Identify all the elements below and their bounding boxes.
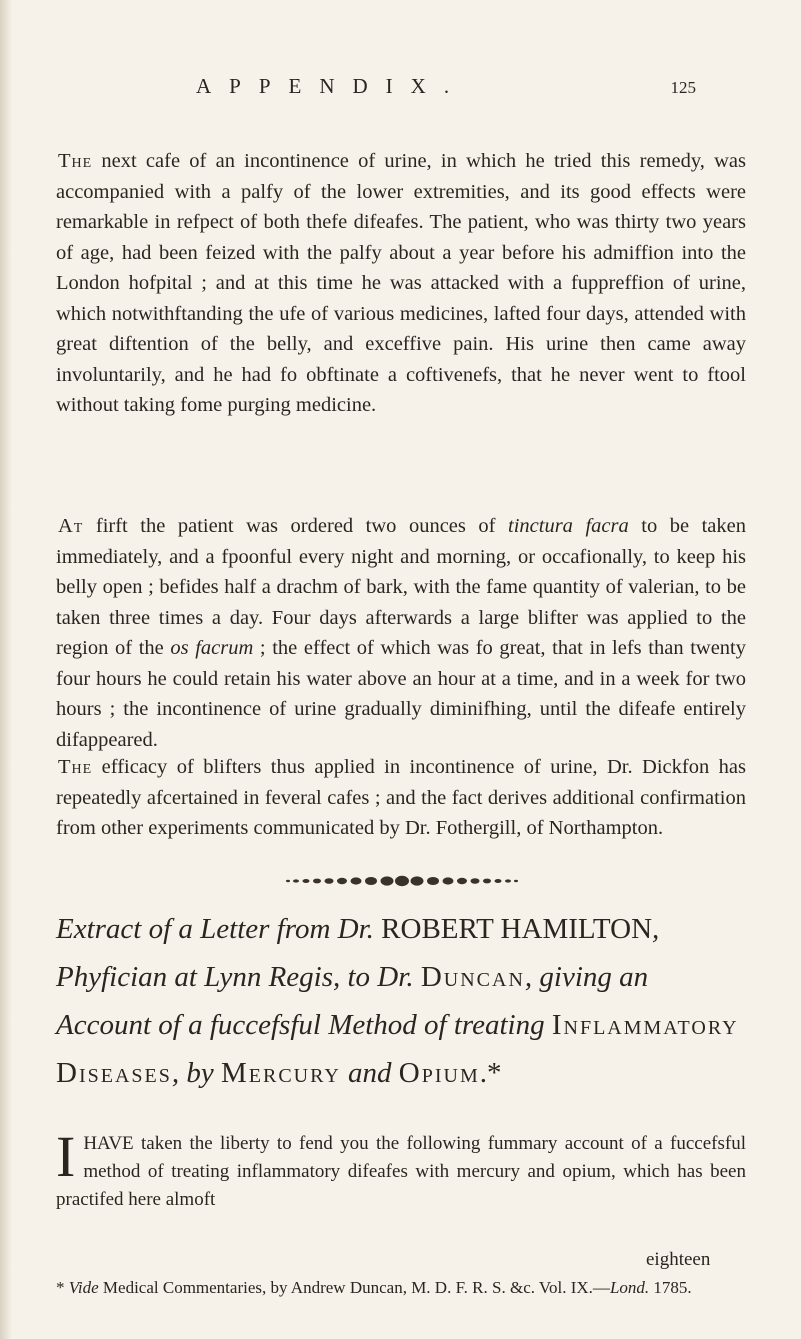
letter-paragraph bbox=[56, 1124, 746, 1214]
running-title: APPENDIX. bbox=[196, 74, 468, 98]
heading-term: Mercury bbox=[220, 1057, 341, 1089]
heading-term: Opium bbox=[398, 1057, 480, 1089]
paragraph-text: next cafe of an incontinence of urine, in which he tried this remedy, was accompanied with a palfy of the lower extremities, and its good effects were remarkable in refpect of both thefe difeafes. The patient, who was thirty two years of age, had been feized with the palfy about a year before his admiffion into the London hofpital ; and at this time he was attacked with a fuppreffion of urine, which notwithftanding the ufe of various medicines, lafted four days, attended with great diftention of the belly, and exceffive pain. His urine then came away involuntarily, and he had fo obftinate a coftivenefs, that he never went to ftool without taking fome purging medicine. bbox=[56, 150, 746, 416]
latin-term: tinctura facra bbox=[508, 515, 629, 537]
latin-term: os facrum bbox=[170, 637, 254, 659]
paragraph-3 bbox=[56, 752, 746, 844]
paragraph-text: firft the patient was ordered two ounces of bbox=[83, 515, 509, 537]
footnote-marker: .* bbox=[479, 1057, 502, 1089]
paragraph-lead-word: The bbox=[58, 756, 93, 778]
paragraph-lead-word: The bbox=[58, 150, 93, 172]
paragraph-lead-word: At bbox=[58, 515, 84, 537]
footnote-year: 1785. bbox=[649, 1278, 692, 1297]
footnote-place: Lond. bbox=[609, 1278, 650, 1297]
letter-text: HAVE taken the liberty to fend you the following fummary account of a fuccefsful method of treating inflammatory difeafes with mercury and opium, which has been practifed here almoft bbox=[56, 1133, 746, 1210]
page-header bbox=[196, 72, 696, 112]
paragraph-text: to be taken immediately, and a fpoonful every night and morning, or occafionally, to keep his belly open ; befides half a drachm of bark, with the fame quantity of valerian, to be taken three times a day. Four days afterwards a large blifter was applied to the region of the bbox=[56, 515, 746, 659]
heading-term: Inflammatory Diseases bbox=[56, 1009, 739, 1089]
footnote-vide: Vide bbox=[68, 1278, 99, 1297]
heading-text: , by bbox=[171, 1057, 221, 1089]
paragraph-text: ; the effect of which was fo great, that in lefs than twenty four hours he could retain his water above an hour at a time, and in a week for two hours ; the incontinence of urine gradually diminifhing, until the difeafe entirely difappeared. bbox=[56, 637, 746, 751]
footnote bbox=[56, 1276, 746, 1300]
author-name: ROBERT HAMILTON bbox=[381, 913, 653, 945]
heading-text: , giving an Account of a fuccefsful Method of treating bbox=[56, 961, 649, 1041]
heading-text: Extract of a Letter from Dr. bbox=[56, 913, 382, 945]
paragraph-1 bbox=[56, 146, 746, 421]
extract-heading bbox=[56, 905, 746, 1097]
drop-capital: I bbox=[56, 1124, 76, 1189]
page-binding-edge bbox=[0, 0, 12, 1339]
footnote-text: Medical Commentaries, by Andrew Duncan, M. D. F. R. S. &c. Vol. IX.— bbox=[98, 1278, 610, 1297]
paragraph-text: efficacy of blifters thus applied in incontinence of urine, Dr. Dickfon has repeatedly afcertained in feveral cafes ; and the fact derives additional confirmation from other experiments communicated by Dr. Fothergill, of Northampton. bbox=[56, 756, 746, 839]
catchword: eighteen bbox=[646, 1249, 711, 1270]
footnote-mark: * bbox=[56, 1278, 69, 1297]
page-number: 125 bbox=[670, 78, 696, 97]
decorative-rule bbox=[282, 874, 522, 888]
recipient-name: Duncan bbox=[420, 961, 525, 993]
heading-text: and bbox=[340, 1057, 399, 1089]
heading-text: , Phyfician at Lynn Regis, to Dr. bbox=[56, 913, 660, 993]
paragraph-2 bbox=[56, 511, 746, 755]
